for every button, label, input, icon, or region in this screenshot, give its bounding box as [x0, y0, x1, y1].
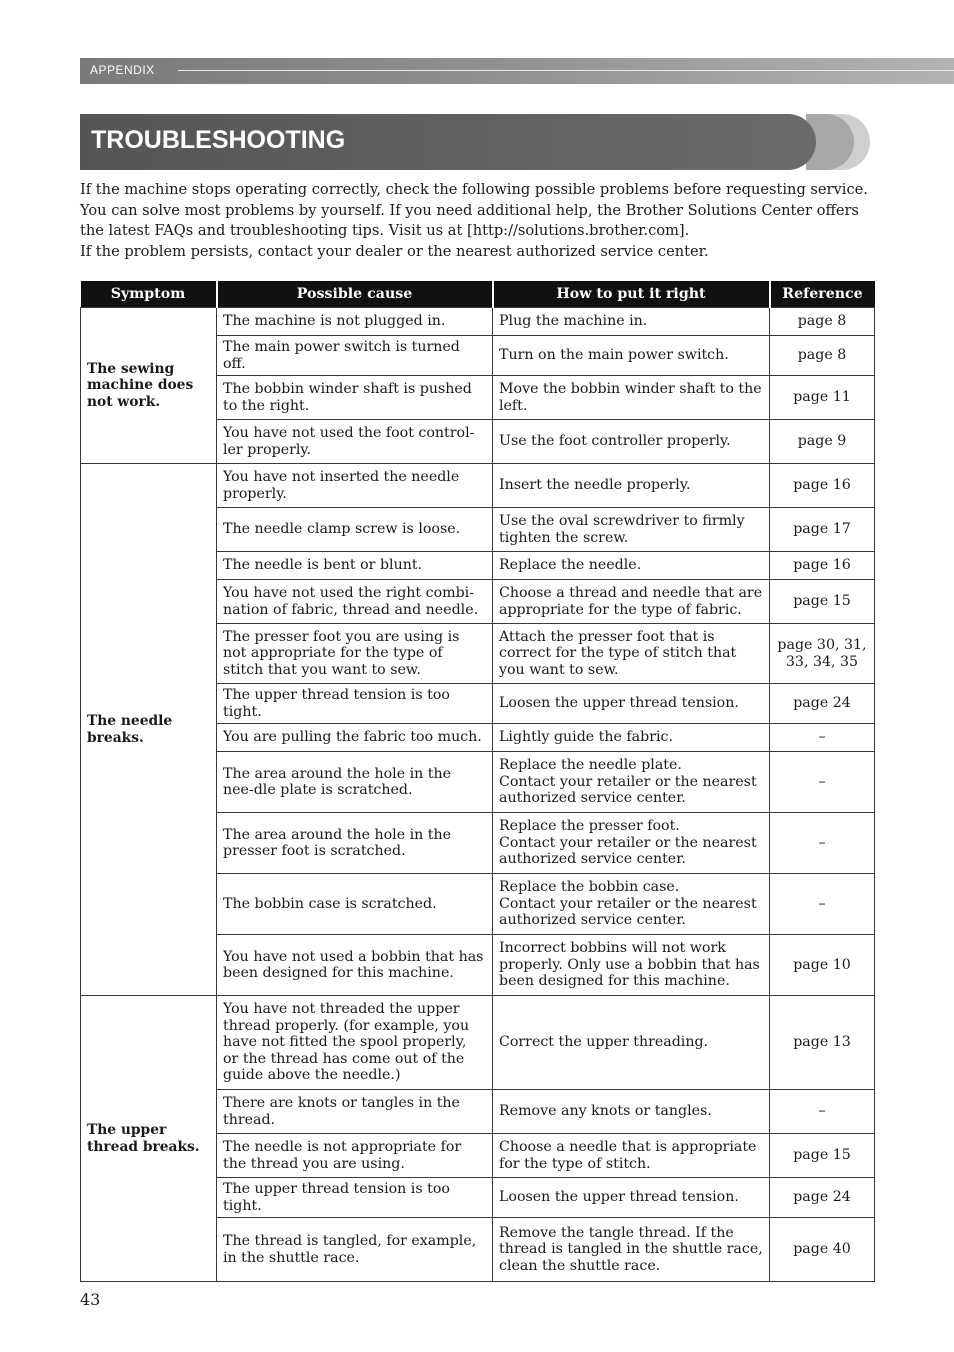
fix-cell	[493, 464, 770, 508]
cause-cell: The main power switch is turned off.	[217, 336, 493, 376]
fix-line: Choose a needle that is appropriate for the type of stitch.	[499, 1139, 757, 1172]
reference-cell: page 13	[770, 996, 875, 1090]
fix-cell	[493, 1178, 770, 1218]
reference-cell: page 8	[770, 336, 875, 376]
header-reference: Reference	[770, 281, 875, 308]
reference-cell: page 16	[770, 464, 875, 508]
fix-cell	[493, 1218, 770, 1282]
cause-cell: The bobbin winder shaft is pushed to the right.	[217, 376, 493, 420]
fix-line: Contact your retailer or the nearest authorized service center.	[499, 773, 757, 807]
fix-cell	[493, 752, 770, 813]
header-how-to-fix: How to put it right	[493, 281, 770, 308]
cause-cell: The upper thread tension is too tight.	[217, 684, 493, 724]
reference-cell: page 16	[770, 552, 875, 580]
page-number: 43	[80, 1290, 101, 1309]
fix-line: Plug the machine in.	[499, 313, 648, 330]
fix-cell	[493, 1134, 770, 1178]
fix-line: Attach the presser foot that is correct for the type of stitch that you want to sew.	[499, 628, 737, 678]
fix-cell	[493, 684, 770, 724]
fix-line: Correct the upper threading.	[499, 1034, 709, 1051]
reference-cell: page 24	[770, 1178, 875, 1218]
reference-cell: page 8	[770, 308, 875, 336]
cause-cell: The presser foot you are using is not appropriate for the type of stitch that you want to sew.	[217, 624, 493, 684]
fix-cell	[493, 996, 770, 1090]
symptom-cell: The needle breaks.	[81, 464, 217, 996]
fix-line: Choose a thread and needle that are appropriate for the type of fabric.	[499, 585, 763, 618]
fix-cell	[493, 508, 770, 552]
reference-cell: page 15	[770, 580, 875, 624]
reference-cell: page 11	[770, 376, 875, 420]
reference-cell: –	[770, 752, 875, 813]
fix-line: Insert the needle properly.	[499, 477, 691, 494]
section-label: APPENDIX	[90, 63, 155, 77]
header-possible-cause: Possible cause	[217, 281, 493, 308]
reference-cell: –	[770, 1090, 875, 1134]
fix-cell	[493, 580, 770, 624]
cause-cell: You have not inserted the needle properly.	[217, 464, 493, 508]
fix-line: Loosen the upper thread tension.	[499, 695, 739, 712]
cause-cell: The thread is tangled, for example, in the shuttle race.	[217, 1218, 493, 1282]
reference-cell: –	[770, 813, 875, 874]
cause-cell: You have not used the foot control-ler properly.	[217, 420, 493, 464]
reference-cell: –	[770, 724, 875, 752]
cause-cell: The needle is bent or blunt.	[217, 552, 493, 580]
fix-line: Turn on the main power switch.	[499, 347, 729, 364]
fix-line: Remove any knots or tangles.	[499, 1103, 712, 1120]
fix-line: Replace the needle.	[499, 557, 642, 574]
fix-line: Contact your retailer or the nearest authorized service center.	[499, 895, 757, 929]
fix-line: Incorrect bobbins will not work properly. Only use a bobbin that has been designed for this machine.	[499, 940, 760, 990]
fix-line: Move the bobbin winder shaft to the left.	[499, 381, 762, 414]
fix-cell	[493, 935, 770, 996]
fix-cell	[493, 724, 770, 752]
fix-cell	[493, 420, 770, 464]
cause-cell: You are pulling the fabric too much.	[217, 724, 493, 752]
reference-cell: page 40	[770, 1218, 875, 1282]
table-row	[81, 996, 875, 1090]
reference-cell: page 10	[770, 935, 875, 996]
reference-cell: page 15	[770, 1134, 875, 1178]
fix-line: Loosen the upper thread tension.	[499, 1189, 739, 1206]
intro-line-3: If the problem persists, contact your dealer or the nearest authorized service center.	[80, 242, 709, 260]
table-body	[81, 308, 875, 1282]
fix-cell	[493, 874, 770, 935]
reference-cell: page 17	[770, 508, 875, 552]
fix-cell	[493, 336, 770, 376]
fix-cell	[493, 376, 770, 420]
cause-cell: You have not threaded the upper thread properly. (for example, you have not fitted the spool properly, or the thread has come out of the guide above the needle.)	[217, 996, 493, 1090]
cause-cell: You have not used the right combi-nation of fabric, thread and needle.	[217, 580, 493, 624]
cause-cell: There are knots or tangles in the thread.	[217, 1090, 493, 1134]
cause-cell: You have not used a bobbin that has been designed for this machine.	[217, 935, 493, 996]
appendix-header-bar	[80, 58, 954, 84]
fix-line: Replace the presser foot.	[499, 818, 680, 835]
fix-line: Replace the bobbin case.	[499, 879, 680, 896]
cause-cell: The bobbin case is scratched.	[217, 874, 493, 935]
cause-cell: The machine is not plugged in.	[217, 308, 493, 336]
cause-cell: The area around the hole in the presser foot is scratched.	[217, 813, 493, 874]
fix-cell	[493, 1090, 770, 1134]
header-rule	[178, 70, 954, 71]
fix-line: Replace the needle plate.	[499, 757, 682, 774]
title-bar	[80, 114, 816, 170]
reference-cell: page 30, 31, 33, 34, 35	[770, 624, 875, 684]
intro-text	[80, 180, 870, 262]
fix-cell	[493, 552, 770, 580]
symptom-cell: The upper thread breaks.	[81, 996, 217, 1282]
cause-cell: The upper thread tension is too tight.	[217, 1178, 493, 1218]
intro-line-2: You can solve most problems by yourself. If you need additional help, the Brother Solutions Center offers the latest FAQs and troubleshooting tips. Visit us at [http://solutions.brother.com].	[80, 201, 859, 240]
fix-line: Contact your retailer or the nearest authorized service center.	[499, 834, 757, 868]
reference-cell: page 24	[770, 684, 875, 724]
table-header-row	[81, 281, 875, 308]
fix-line: Remove the tangle thread. If the thread is tangled in the shuttle race, clean the shuttle race.	[499, 1224, 763, 1274]
troubleshooting-table	[80, 281, 875, 1282]
table-row	[81, 464, 875, 508]
fix-cell	[493, 624, 770, 684]
fix-cell	[493, 813, 770, 874]
fix-line: Use the oval screwdriver to firmly tighten the screw.	[499, 513, 745, 546]
fix-cell	[493, 308, 770, 336]
intro-line-1: If the machine stops operating correctly, check the following possible problems before requesting service.	[80, 181, 868, 198]
symptom-cell: The sewing machine does not work.	[81, 308, 217, 464]
cause-cell: The needle is not appropriate for the thread you are using.	[217, 1134, 493, 1178]
page-title: TROUBLESHOOTING	[91, 126, 346, 154]
fix-line: Use the foot controller properly.	[499, 433, 731, 450]
fix-line: Lightly guide the fabric.	[499, 729, 673, 746]
reference-cell: page 9	[770, 420, 875, 464]
table-row	[81, 308, 875, 336]
reference-cell: –	[770, 874, 875, 935]
cause-cell: The area around the hole in the nee-dle plate is scratched.	[217, 752, 493, 813]
header-symptom: Symptom	[81, 281, 217, 308]
cause-cell: The needle clamp screw is loose.	[217, 508, 493, 552]
